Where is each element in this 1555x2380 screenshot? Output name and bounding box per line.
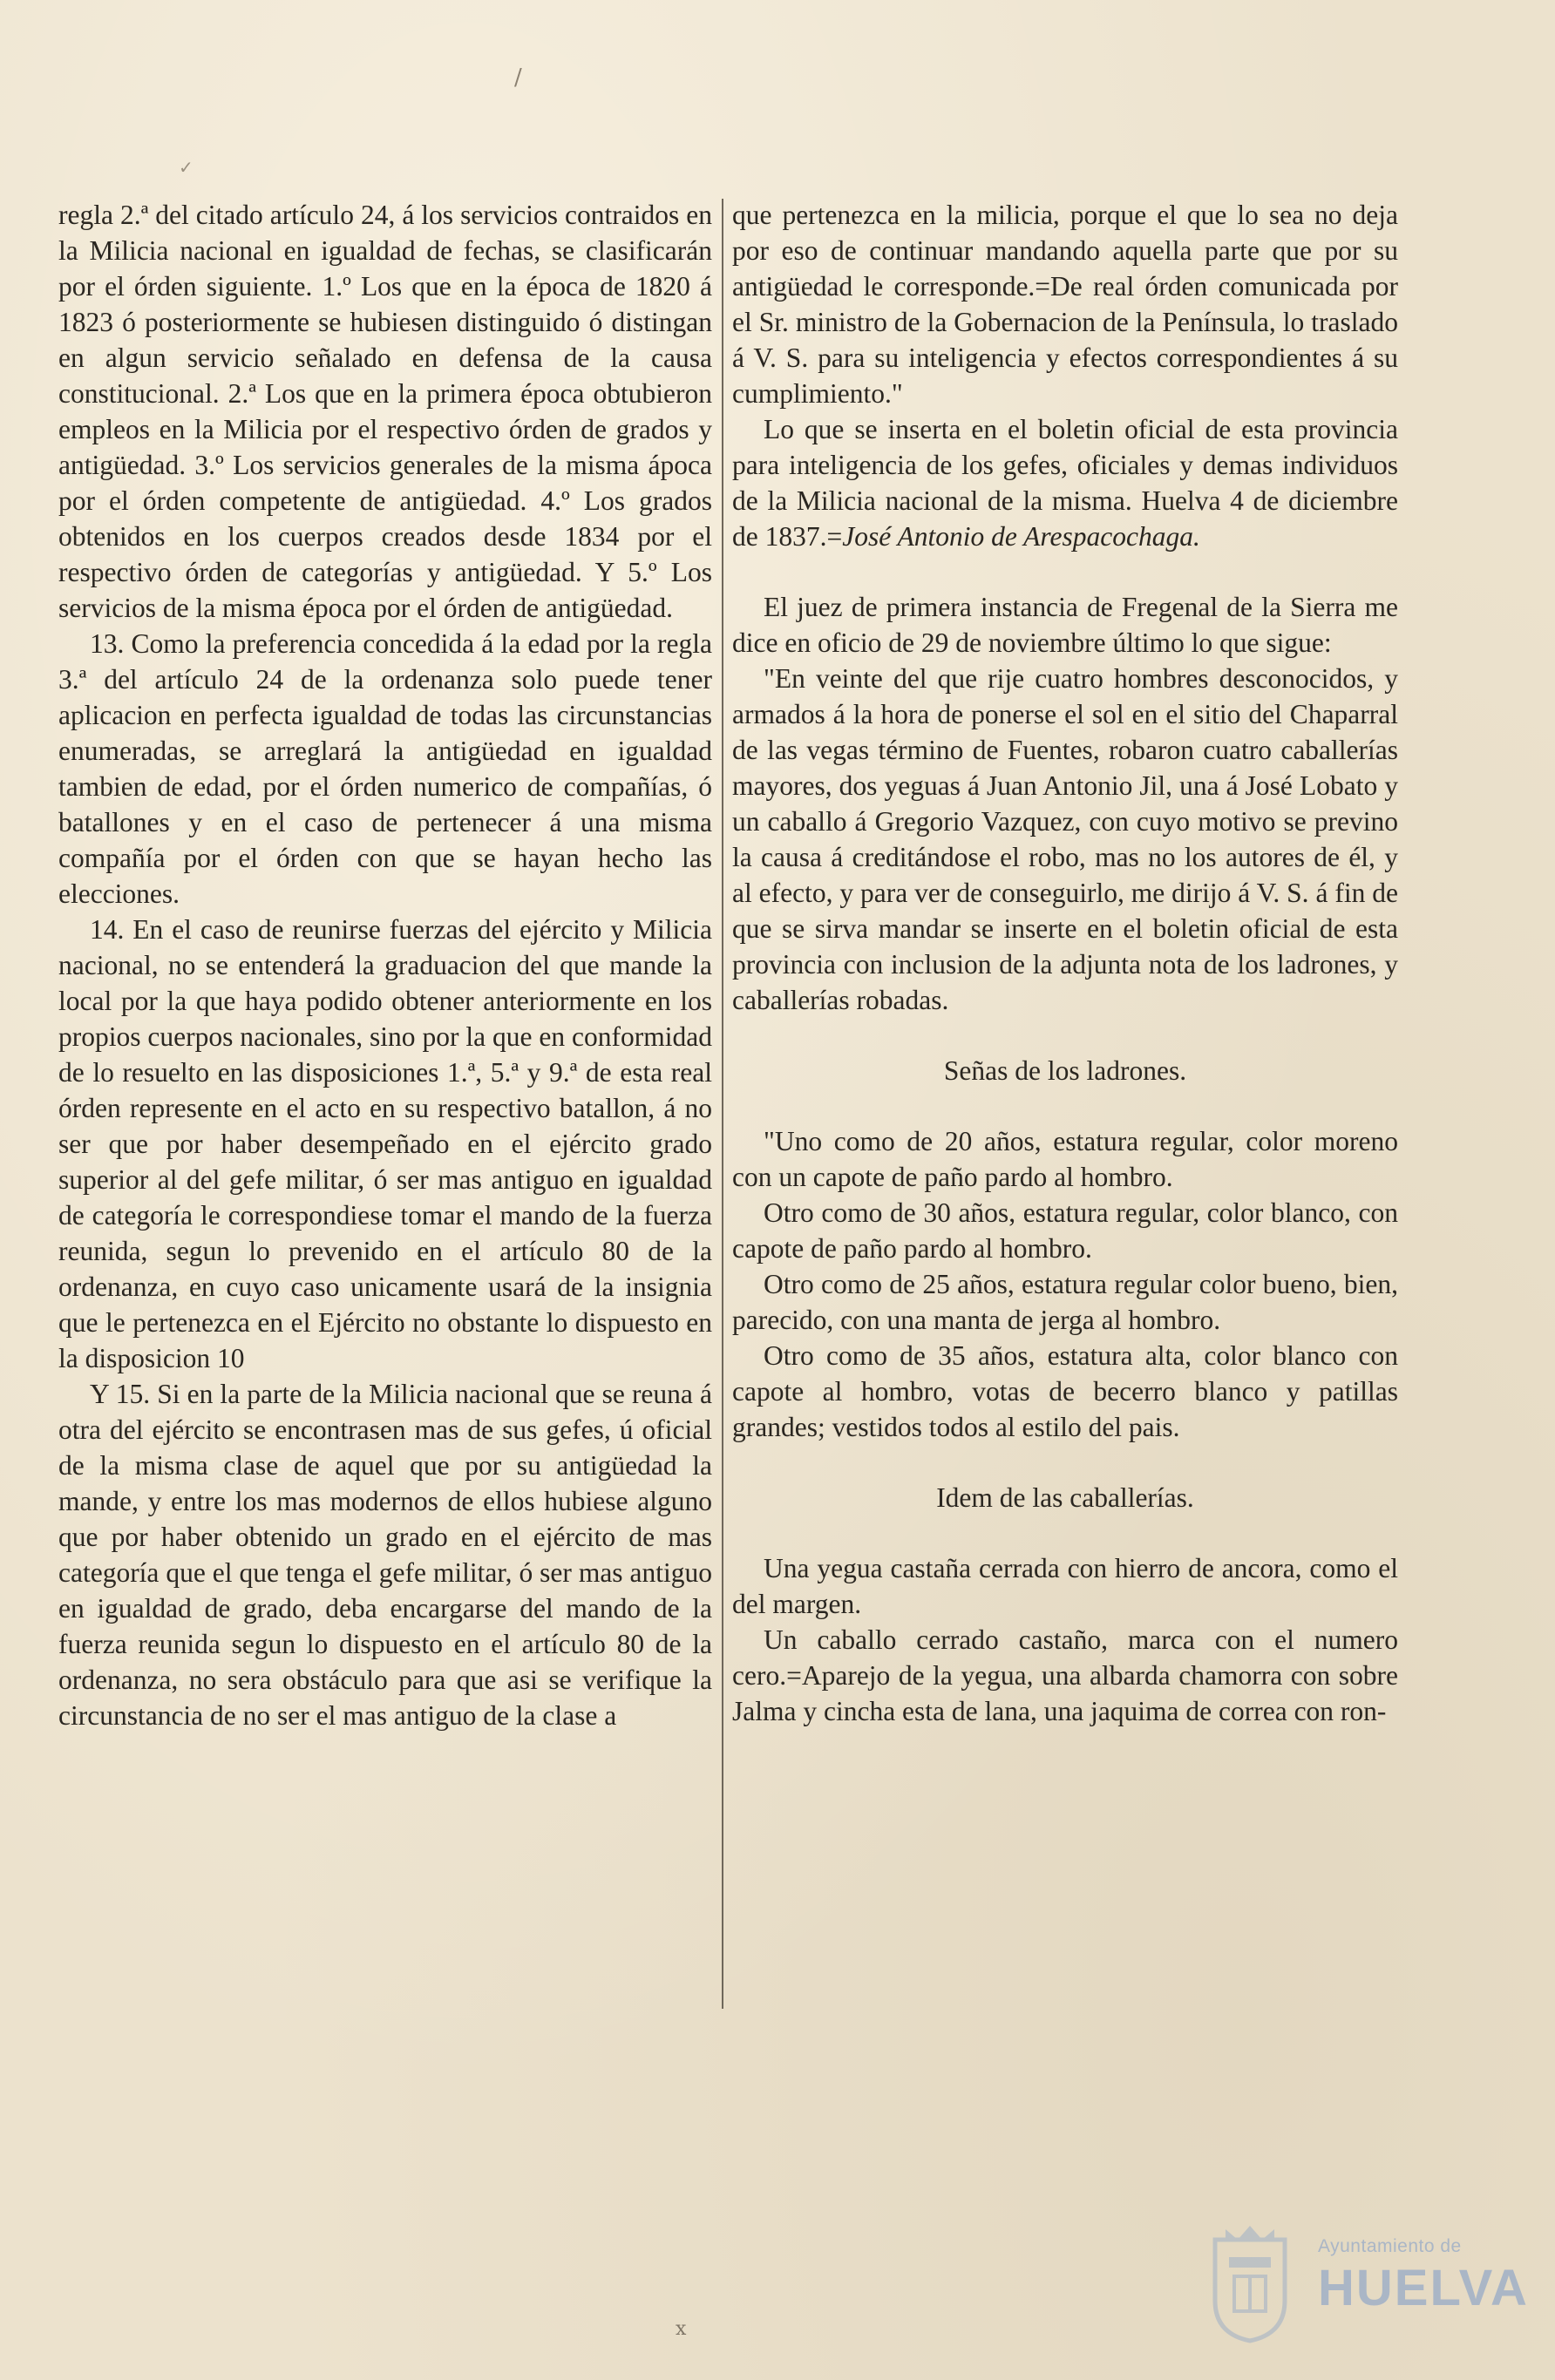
right-column — [732, 197, 1398, 1729]
paragraph-yegua: Una yegua castaña cerrada con hierro de ancora, como el del margen. — [732, 1553, 1398, 1619]
paragraph-ladron-3: Otro como de 25 años, estatura regular color bueno, bien, parecido, con una manta de jerga al hombro. — [732, 1269, 1398, 1335]
paragraph-ladron-4: Otro como de 35 años, estatura alta, color blanco con capote al hombro, votas de becerro blanco y patillas grandes; vestidos todos al estilo del pais. — [732, 1340, 1398, 1442]
paragraph-robo: "En veinte del que rije cuatro hombres desconocidos, y armados á la hora de ponerse el sol en el sitio del Chaparral de las vegas término de Fuentes, robaron cuatro caballerías mayores, dos yeguas á Juan Antonio Jil, una á José Lobato y un caballo á Gregorio Vazquez, con cuyo motivo se previno la causa á creditándose el robo, mas no los autores de él, y al efecto, y para ver de conseguirlo, me dirijo á V. S. á fin de que se sirva mandar se inserte en el boletin oficial de esta provincia con inclusion de la adjunta nota de los ladrones, y caballerías robadas. — [732, 663, 1398, 1015]
paragraph-15: Y 15. Si en la parte de la Milicia nacional que se reuna á otra del ejército se encontrasen mas de sus gefes, ú oficial de la misma clase de aquel que por su antigüedad la mande, y entre los mas modernos de ellos hubiese alguno que por haber obtenido un grado en el ejército de mas categoría que el que tenga el gefe militar, ó ser mas antiguo en igualdad de grado, deba encargarse del mando de la fuerza reunida segun lo dispuesto en el artículo 80 de la ordenanza, no sera obstáculo para que asi se verifique la circunstancia de no ser el mas antiguo de la clase a — [58, 1379, 712, 1731]
heading-senas: Señas de los ladrones. — [943, 1055, 1187, 1086]
watermark-text — [1318, 2236, 1529, 2317]
paragraph-insertion — [732, 411, 1398, 554]
signature: José Antonio de Arespacochaga. — [842, 521, 1200, 552]
paragraph-13: 13. Como la preferencia concedida á la edad por la regla 3.ª del artículo 24 de la ordenanza solo puede tener aplicacion en perfecta igualdad de todas las circunstancias enumeradas, se arreglará la antigüedad en igualdad tambien de edad, por el órden numerico de compañías, ó batallones y en el caso de pertenecer á una misma compañía por el órden con que se hayan hecho las elecciones. — [58, 628, 712, 909]
watermark-line1: Ayuntamiento de — [1318, 2236, 1462, 2256]
paragraph-ladron-2: Otro como de 30 años, estatura regular, color blanco, con capote de paño pardo al hombro. — [732, 1197, 1398, 1264]
paragraph-regla: regla 2.ª del citado artículo 24, á los servicios contraidos en la Milicia nacional en igualdad de fechas, se clasificarán por el órden siguiente. 1.º Los que en la época de 1820 á 1823 ó posteriormente se hubiesen distinguido ó distingan en algun servicio señalado en defensa de la causa constitucional. 2.ª Los que en la primera época obtubieron empleos en la Milicia por el respectivo órden de grados y antigüedad. 3.º Los servicios generales de la misma ápoca por el órden competente de antigüedad. 4.º Los grados obtenidos en los cuerpos creados desde 1834 por el respectivo órden de categorías y antigüedad. Y 5.º Los servicios de la misma época por el órden de antigüedad. — [58, 200, 712, 623]
heading-caballerias: Idem de las caballerías. — [936, 1482, 1194, 1513]
paragraph-continuation: que pertenezca en la milicia, porque el que lo sea no deja por eso de continuar mandando aquella parte que por su antigüedad le corresponde.=De real órden comunicada por el Sr. ministro de la Gobernacion de la Península, lo traslado á V. S. para su inteligencia y efectos correspondientes á su cumplimiento." — [732, 200, 1398, 409]
paragraph-14: 14. En el caso de reunirse fuerzas del ejército y Milicia nacional, no se entenderá la graduacion del que mande la local por la que haya podido obtener anteriormente en los propios cuerpos nacionales, sino por la que en conformidad de lo resuelto en las disposiciones 1.ª, 5.ª y 9.ª de esta real órden represente en el acto en su respectivo batallon, á no ser que por haber desempeñado en el ejército grado superior al del gefe militar, ó ser mas antiguo en igualdad de categoría le correspondiese tomar el mando de la fuerza reunida, segun lo prevenido en el artículo 80 de la ordenanza, en cuyo caso unicamente usará de la insignia que le pertenezca en el Ejército no obstante lo dispuesto en la disposicion 10 — [58, 914, 712, 1373]
spacer — [732, 1088, 1398, 1123]
spacer — [732, 554, 1398, 589]
paragraph-caballo: Un caballo cerrado castaño, marca con el numero cero.=Aparejo de la yegua, una albarda chamorra con sobre Jalma y cincha esta de lana, una jaquima de correa con ron- — [732, 1624, 1398, 1726]
coat-of-arms-icon — [1208, 2222, 1292, 2344]
paragraph-ladron-1: "Uno como de 20 años, estatura regular, color moreno con un capote de paño pardo al hombro. — [732, 1126, 1398, 1192]
paragraph-juez: El juez de primera instancia de Fregenal de la Sierra me dice en oficio de 29 de noviembre último lo que sigue: — [732, 592, 1398, 658]
spacer — [732, 1445, 1398, 1480]
spacer — [732, 1515, 1398, 1550]
left-column — [58, 197, 712, 1733]
spacer — [732, 1018, 1398, 1053]
bottom-mark: x — [676, 2318, 687, 2340]
column-divider — [722, 199, 723, 2009]
top-mark: / — [514, 64, 522, 91]
top-small-mark: ✓ — [179, 157, 194, 178]
insertion-text: Lo que se inserta en el boletin oficial de esta provincia para inteligencia de los gefes, oficiales y demas individuos de la Milicia nacional de la misma. Huelva 4 de diciembre de 1837.= — [732, 414, 1398, 552]
watermark-line2: HUELVA — [1318, 2260, 1529, 2316]
